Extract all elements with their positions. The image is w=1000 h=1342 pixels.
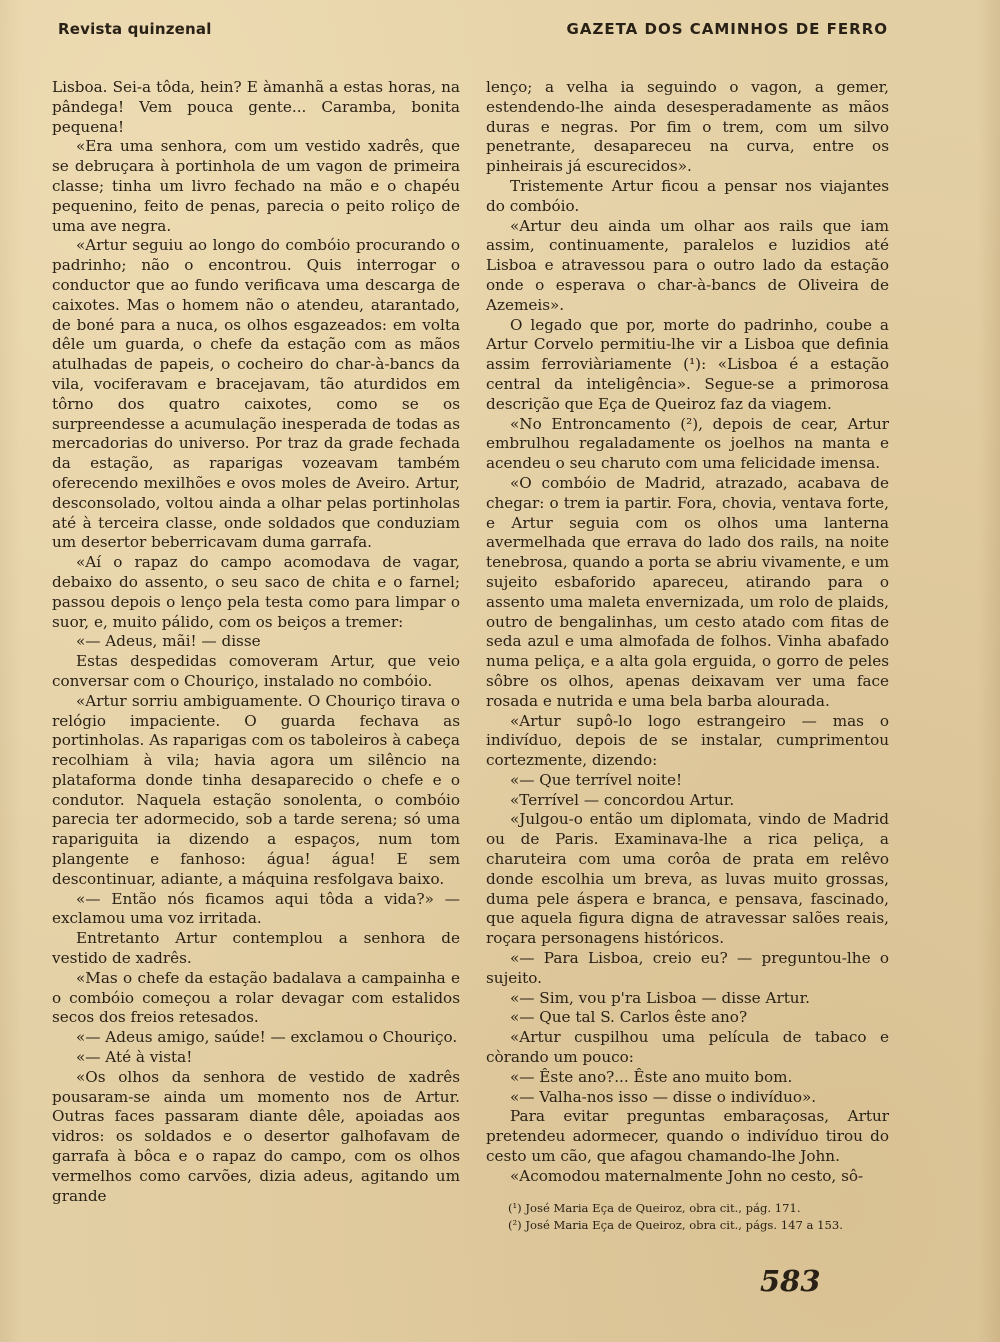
- paragraph: Tristemente Artur ficou a pensar nos viajantes do combóio.: [486, 176, 889, 215]
- paragraph: «Terrível — concordou Artur.: [510, 790, 735, 809]
- paragraph: «Mas o chefe da estação badalava a campainha e o combóio começou a rolar devagar com estalidos secos dos freios retesados.: [52, 968, 460, 1027]
- paragraph: «Artur supô-lo logo estrangeiro — mas o indivíduo, depois de se instalar, cumprimentou cortezmente, dizendo:: [486, 711, 889, 770]
- paragraph: «— Êste ano?... Êste ano muito bom.: [510, 1067, 793, 1086]
- paragraph: Estas despedidas comoveram Artur, que veio conversar com o Chouriço, instalado no combóio.: [52, 652, 460, 690]
- paragraph: «No Entroncamento (²), depois de cear, Artur embrulhou regaladamente os joelhos na manta e acendeu o seu charuto com uma felicidade imensa.: [486, 414, 889, 473]
- paragraph: lenço; a velha ia seguindo o vagon, a gemer, estendendo-lhe ainda desesperadamente as mãos duras e negras. Por fim o trem, com um silvo penetrante, desapareceu na curva, entre os pinheirais já escurecidos».: [486, 78, 889, 176]
- paragraph: «Acomodou maternalmente John no cesto, sô-: [510, 1166, 864, 1185]
- paragraph: Entretanto Artur contemplou a senhora de vestido de xadrês.: [52, 929, 460, 968]
- footnotes: [508, 1200, 898, 1234]
- running-head-left: Revista quinzenal: [58, 20, 212, 38]
- paragraph: «— Valha-nos isso — disse o indivíduo».: [510, 1087, 817, 1106]
- left-column: [52, 78, 460, 1206]
- paragraph: «Artur cuspilhou uma película de tabaco e còrando um pouco:: [486, 1028, 889, 1067]
- footnote-1: (¹) José Maria Eça de Queiroz, obra cit., pág. 171.: [508, 1201, 801, 1215]
- paragraph: «— Que tal S. Carlos êste ano?: [510, 1008, 748, 1027]
- paragraph: «— Sim, vou p'ra Lisboa — disse Artur.: [510, 988, 811, 1007]
- paragraph: «Artur deu ainda um olhar aos rails que iam assim, continuamente, paralelos e luzidios até Lisboa e atravessou para o outro lado da estação onde o esperava o char-à-bancs de Oliveira de Azemeis».: [486, 216, 889, 314]
- paragraph: O legado que por, morte do padrinho, coube a Artur Corvelo permitiu-lhe vir a Lisboa que definia assim ferroviàriamente (¹): «Lisboa é a estação central da inteligência». Segue-se a primorosa descrição que Eça de Queiroz faz da viagem.: [486, 315, 889, 413]
- paragraph: «— Adeus amigo, saúde! — exclamou o Chouriço.: [76, 1028, 458, 1047]
- running-head-right: GAZETA DOS CAMINHOS DE FERRO: [566, 20, 888, 38]
- paragraph: «— Até à vista!: [76, 1048, 193, 1067]
- paragraph: «— Adeus, mãi! — disse: [76, 632, 261, 651]
- paragraph: «Julgou-o então um diplomata, vindo de Madrid ou de Paris. Examinava-lhe a rica peliça, a charuteira com uma corôa de prata em relêvo donde escolhia um breva, as luvas muito grossas, duma pele áspera e branca, e pensava, fascinado, que aquela figura digna de atravessar salões reais, roçara personagens históricos.: [486, 810, 889, 948]
- paragraph: «— Então nós ficamos aqui tôda a vida?» — exclamou uma voz irritada.: [52, 889, 460, 928]
- paragraph: «Era uma senhora, com um vestido xadrês, que se debruçara à portinhola de um vagon de primeira classe; tinha um livro fechado na mão e o chapéu pequenino, feito de penas, parecia o peito roliço de uma ave negra.: [52, 137, 460, 235]
- footnote-2: (²) José Maria Eça de Queiroz, obra cit., págs. 147 a 153.: [508, 1218, 843, 1232]
- paragraph: «Os olhos da senhora de vestido de xadrês pousaram-se ainda um momento nos de Artur. Outras faces passaram diante dêle, apoiadas aos vidros: os soldados e o desertor galhofavam de garrafa à bôca e o rapaz do campo, com os olhos vermelhos como carvões, dizia adeus, agitando um grande: [52, 1067, 460, 1205]
- paragraph: «— Que terrível noite!: [510, 770, 683, 789]
- paragraph: «Artur seguiu ao longo do combóio procurando o padrinho; não o encontrou. Quis interrogar o conductor que ao fundo verificava uma descarga de caixotes. Mas o homem não o atendeu, atarantado, de boné para a nuca, os olhos esgazeados: em volta dêle um guarda, o chefe da estação com as mãos atulhadas de papeis, o cocheiro do char-à-bancs da vila, vociferavam e bracejavam, tão aturdidos em tôrno dos quatro caixotes, como se os surpreendesse a acumulação inesperada de todas as mercadorias do universo. Por traz da grade fechada da estação, as raparigas vozeavam também oferecendo mexilhões e ovos moles de Aveiro. Artur, desconsolado, voltou ainda a olhar pelas portinholas até à terceira classe, onde soldados que conduziam um desertor beberricavam duma garrafa.: [52, 236, 460, 552]
- paragraph: «— Para Lisboa, creio eu? — preguntou-lhe o sujeito.: [486, 949, 889, 987]
- paragraph: Lisboa. Sei-a tôda, hein? E àmanhã a estas horas, na pândega! Vem pouca gente... Caramba, bonita pequena!: [52, 78, 460, 136]
- paragraph: «Aí o rapaz do campo acomodava de vagar, debaixo do assento, o seu saco de chita e o farnel; passou depois o lenço pela testa como para limpar o suor, e, muito pálido, com os beiços a tremer:: [52, 553, 460, 631]
- right-column: [486, 78, 889, 1187]
- paragraph: «Artur sorriu ambiguamente. O Chouriço tirava o relógio impaciente. O guarda fechava as portinholas. As raparigas com os taboleiros à cabeça recolhiam à vila; havia agora um silêncio na plataforma donde tinha desaparecido o chefe e o condutor. Naquela estação sonolenta, o combóio parecia ter adormecido, sob a tarde serena; só uma rapariguita ia dizendo a espaços, num tom plangente e fanhoso: água! água! E sem descontinuar, adiante, a máquina resfolgava baixo.: [52, 691, 460, 888]
- paragraph: «O combóio de Madrid, atrazado, acabava de chegar: o trem ia partir. Fora, chovia, ventava forte, e Artur seguia com os olhos uma lanterna avermelhada que errava do lado dos rails, na noite tenebrosa, quando a porta se abriu vivamente, e um sujeito esbaforido apareceu, atirando para o assento uma maleta envernizada, um rolo de plaids, outro de bengalinhas, um cesto atado com fitas de seda azul e uma almofada de folhos. Vinha abafado numa peliça, e a alta gola erguida, o gorro de peles sôbre os olhos, apenas deixavam ver uma face rosada e nutrida e uma bela barba alourada.: [486, 473, 889, 710]
- page-number: 583: [760, 1264, 821, 1298]
- paragraph: Para evitar preguntas embaraçosas, Artur pretendeu adormecer, quando o indivíduo tirou do cesto um cão, que afagou chamando-lhe John.: [486, 1107, 889, 1166]
